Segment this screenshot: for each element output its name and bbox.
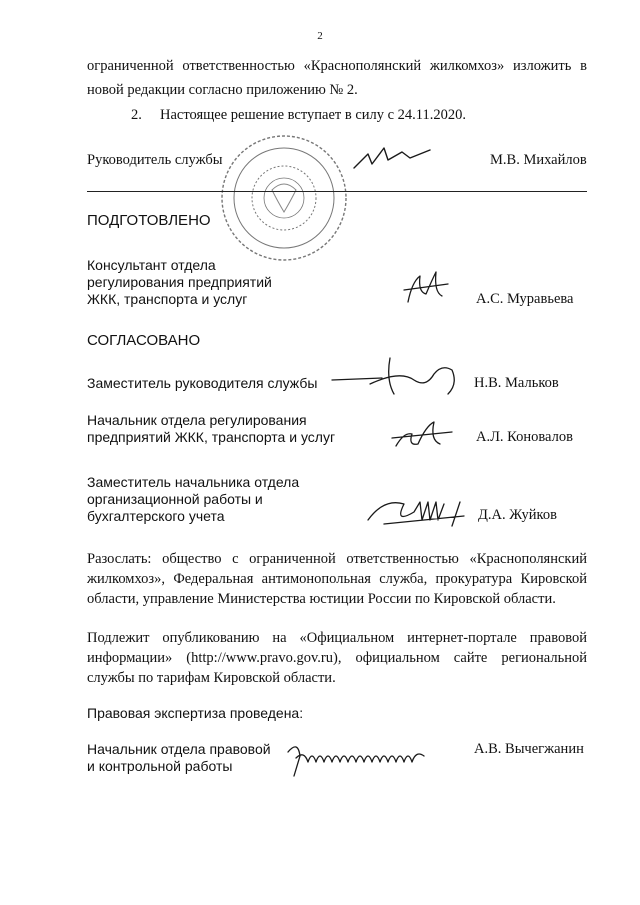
prepared-role-line: ЖКК, транспорта и услуг <box>87 291 248 307</box>
agreed-signature-3 <box>364 490 474 532</box>
agreed-role-1: Заместитель руководителя службы <box>87 375 318 391</box>
distribution-line: жилкомхоз», Федеральная антимонопольная служба, прокуратура Кировской <box>87 571 587 587</box>
legal-review-role-line: Начальник отдела правовой <box>87 741 271 757</box>
prepared-signature <box>398 262 458 310</box>
head-role: Руководитель службы <box>87 152 223 168</box>
agreed-role-line: Заместитель начальника отдела <box>87 474 300 490</box>
distribution-line: Разослать: общество с ограниченной ответственностью «Краснополянский <box>87 551 587 567</box>
paragraph-line: ограниченной ответственностью «Краснополянский жилкомхоз» изложить в <box>87 58 587 74</box>
legal-review-heading: Правовая экспертиза проведена: <box>87 705 304 721</box>
prepared-role-line: Консультант отдела <box>87 257 216 273</box>
agreed-name-1: Н.В. Мальков <box>474 375 559 391</box>
publication-block <box>87 628 587 688</box>
prepared-role <box>87 257 272 308</box>
legal-review-role-line: и контрольной работы <box>87 758 233 774</box>
agreed-heading: СОГЛАСОВАНО <box>87 332 201 349</box>
item-number: 2. <box>131 107 142 123</box>
prepared-name: А.С. Муравьева <box>476 291 574 307</box>
legal-review-name: А.В. Вычегжанин <box>474 741 584 757</box>
publication-line: Подлежит опубликованию на «Официальном интернет-портале правовой <box>87 630 587 646</box>
distribution-line: области, управление Министерства юстиции России по Кировской области. <box>87 591 556 607</box>
distribution-block <box>87 549 587 609</box>
agreed-signature-2 <box>390 414 460 454</box>
agreed-role-line: Начальник отдела регулирования <box>87 412 307 428</box>
prepared-heading: ПОДГОТОВЛЕНО <box>87 212 211 229</box>
separator-line <box>87 191 587 192</box>
prepared-role-line: регулирования предприятий <box>87 274 272 290</box>
official-seal-stamp <box>214 128 354 268</box>
legal-review-signature <box>284 736 434 782</box>
agreed-signature-1 <box>330 350 470 406</box>
legal-review-role <box>87 741 271 775</box>
item-text: Настоящее решение вступает в силу с 24.11.2020. <box>160 107 467 123</box>
page-number: 2 <box>317 30 323 42</box>
agreed-role-line: предприятий ЖКК, транспорта и услуг <box>87 429 336 445</box>
publication-line: информации» (http://www.pravo.gov.ru), официальном сайте региональной <box>87 650 587 666</box>
agreed-role-line: бухгалтерского учета <box>87 508 225 524</box>
agreed-role-line: организационной работы и <box>87 491 263 507</box>
agreed-role-2 <box>87 412 335 446</box>
agreed-role-3 <box>87 474 299 525</box>
agreed-name-2: А.Л. Коновалов <box>476 429 573 445</box>
head-name: М.В. Михайлов <box>490 152 587 168</box>
paragraph-line: новой редакции согласно приложению № 2. <box>87 82 358 98</box>
publication-line: службы по тарифам Кировской области. <box>87 670 336 686</box>
head-signature <box>350 140 440 176</box>
agreed-name-3: Д.А. Жуйков <box>478 507 557 523</box>
